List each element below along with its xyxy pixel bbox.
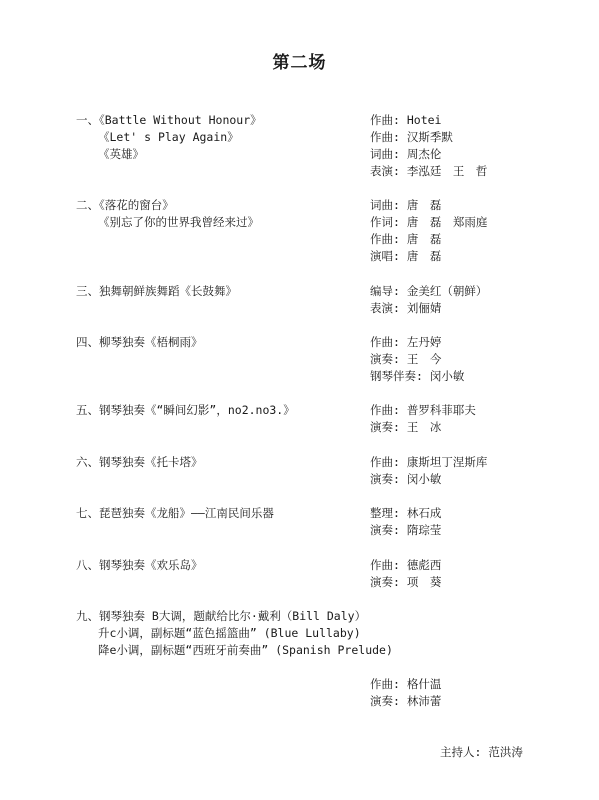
- program-7-credit-1: 整理: 林石成: [370, 506, 442, 520]
- program-6-credit-2: 演奏: 闵小敏: [370, 472, 442, 486]
- program-6-credit-1: 作曲: 康斯坦丁涅斯库: [370, 455, 488, 469]
- program-9-title-3: 降e小调，副标题“西班牙前奏曲” (Spanish Prelude): [98, 643, 393, 657]
- program-3-credit-1: 编导: 金美红（朝鲜）: [370, 284, 488, 298]
- program-1-credit-1: 作曲: Hotei: [370, 113, 442, 127]
- program-2-credit-2: 作词: 唐 磊 郑雨庭: [370, 215, 488, 229]
- page-title: 第二场: [272, 53, 327, 73]
- program-1-credit-4: 表演: 李泓廷 王 哲: [370, 164, 488, 178]
- program-7-credit-2: 演奏: 隋琮莹: [370, 523, 442, 537]
- program-8-title-1: 八、钢琴独奏《欢乐岛》: [76, 558, 203, 572]
- program-1-credit-3: 词曲: 周杰伦: [370, 147, 442, 161]
- program-7-title-1: 七、琵琶独奏《龙船》——江南民间乐器: [76, 506, 274, 520]
- program-3-title-1: 三、独舞朝鲜族舞蹈《长鼓舞》: [76, 284, 237, 298]
- program-4-credit-3: 钢琴伴奏: 闵小敏: [370, 369, 465, 383]
- host-credit: 主持人: 范洪涛: [440, 745, 523, 759]
- program-4-credit-1: 作曲: 左丹婷: [370, 335, 442, 349]
- program-9-title-1: 九、钢琴独奏 B大调，题献给比尔·戴利（Bill Daly）: [76, 609, 367, 623]
- program-5-title-1: 五、钢琴独奏《“瞬间幻影”，no2.no3.》: [76, 403, 295, 417]
- program-2-title-2: 《别忘了你的世界我曾经来过》: [98, 215, 259, 229]
- program-9-credit-1: 作曲: 格什温: [370, 677, 442, 691]
- program-4-credit-2: 演奏: 王 今: [370, 352, 442, 366]
- program-4-title-1: 四、柳琴独奏《梧桐雨》: [76, 335, 203, 349]
- program-2-credit-3: 作曲: 唐 磊: [370, 232, 442, 246]
- program-3-credit-2: 表演: 刘俪婧: [370, 301, 442, 315]
- program-5-credit-2: 演奏: 王 冰: [370, 420, 442, 434]
- program-2-credit-4: 演唱: 唐 磊: [370, 249, 442, 263]
- program-8-credit-2: 演奏: 项 葵: [370, 575, 442, 589]
- program-1-title-3: 《英雄》: [98, 147, 144, 161]
- program-1-title-1: 一、《Battle Without Honour》: [76, 113, 262, 127]
- program-1-credit-2: 作曲: 汉斯季默: [370, 130, 453, 144]
- program-8-credit-1: 作曲: 德彪西: [370, 558, 442, 572]
- program-9-title-2: 升c小调，副标题“蓝色摇篮曲” (Blue Lullaby): [98, 626, 361, 640]
- program-9-credit-2: 演奏: 林沛蕾: [370, 694, 442, 708]
- program-2-title-1: 二、《落花的窗台》: [76, 198, 174, 212]
- program-2-credit-1: 词曲: 唐 磊: [370, 198, 442, 212]
- program-1-title-2: 《Let' s Play Again》: [98, 130, 239, 144]
- program-5-credit-1: 作曲: 普罗科菲耶夫: [370, 403, 476, 417]
- program-6-title-1: 六、钢琴独奏《托卡塔》: [76, 455, 203, 469]
